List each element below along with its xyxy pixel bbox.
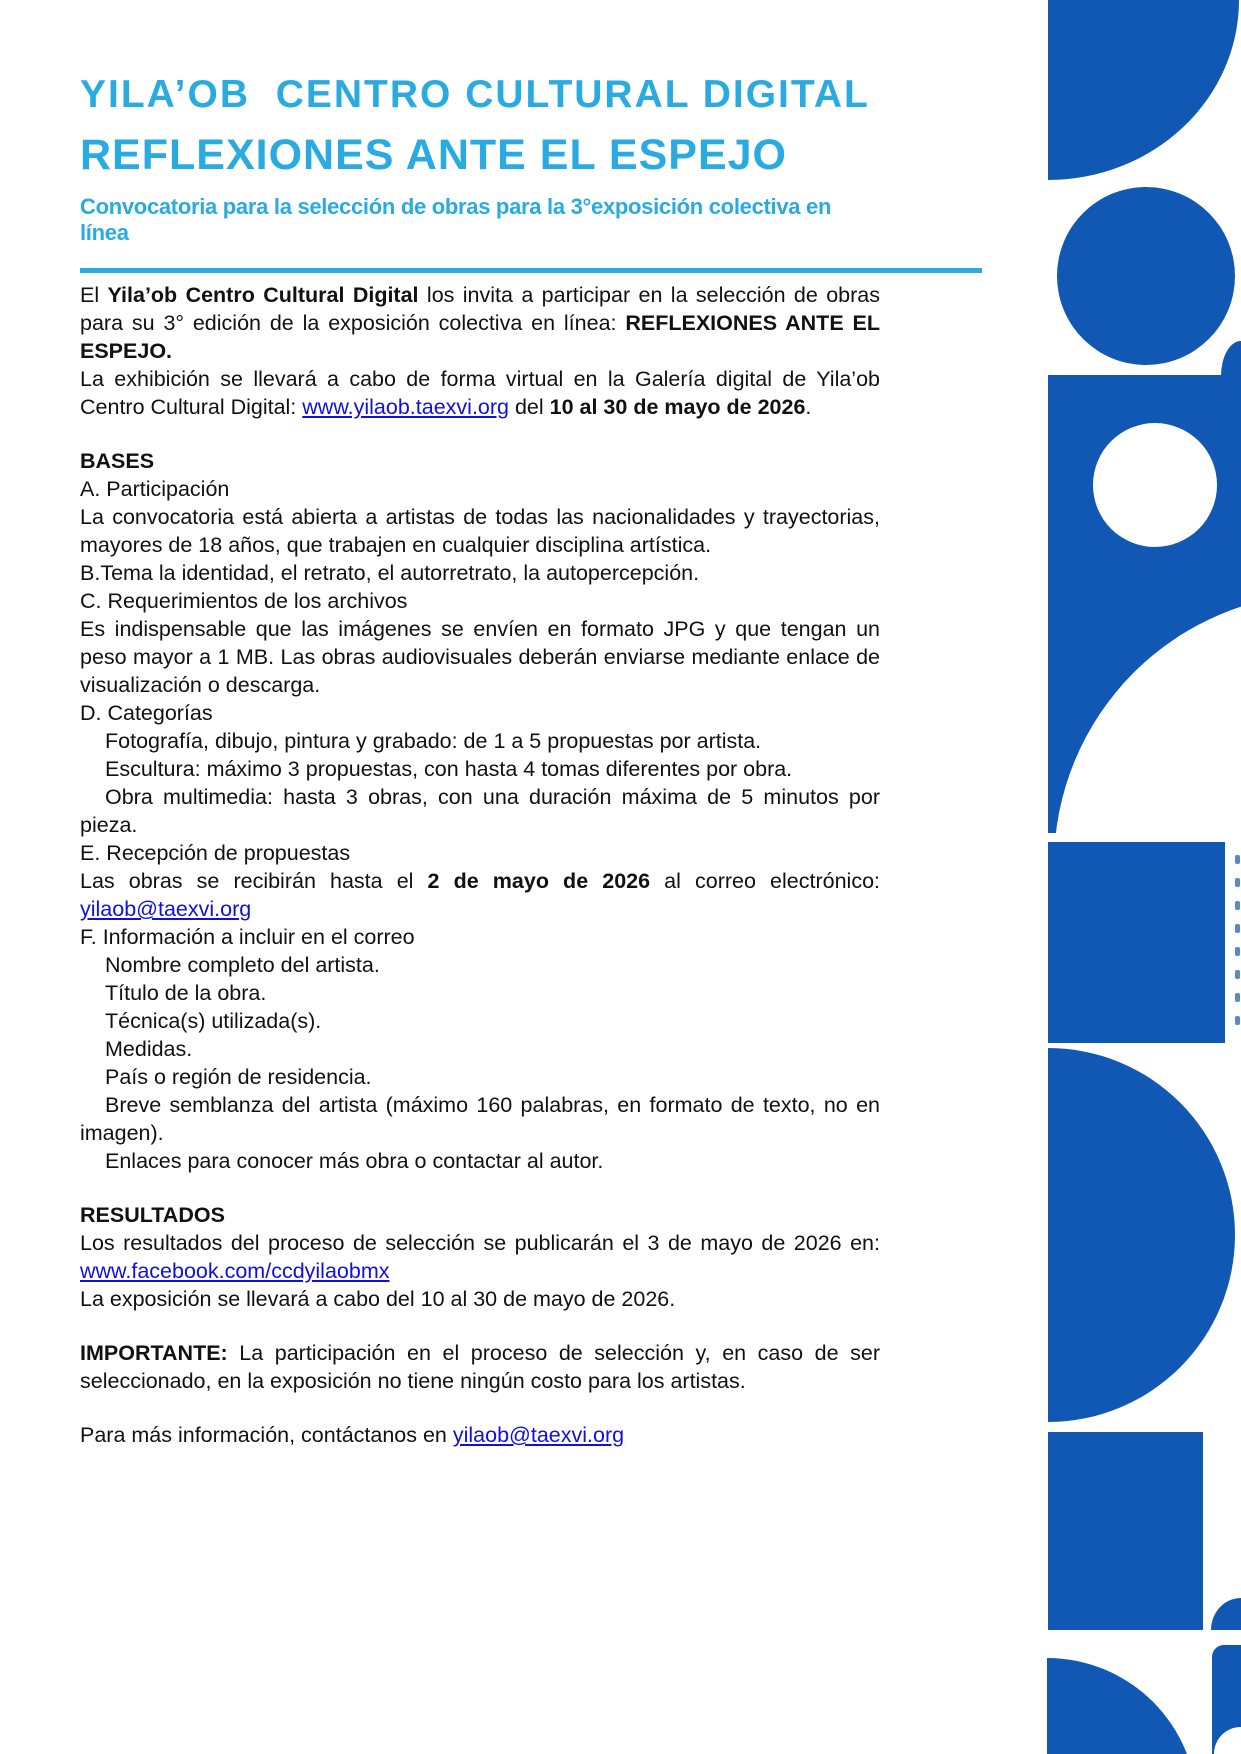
edge-wedge-shape: [1221, 341, 1241, 376]
text: La exposición se llevará a cabo del 10 al 30 de mayo de 2026.: [80, 1287, 676, 1311]
text: Fotografía, dibujo, pintura y grabado: de 1 a 5 propuestas por artista.: [105, 729, 762, 753]
subtitle: Convocatoria para la selección de obras para la 3°exposición colectiva en línea: [80, 194, 832, 245]
text: los invita a participar en la selección de obras para su 3° edición de la exposición colectiva en línea:: [80, 283, 880, 335]
text: La convocatoria está abierta a artistas de todas las nacionalidades y trayectorias, mayores de 18 años, que trabajen en cualquier disciplina artística.: [80, 505, 880, 557]
text: Las obras se recibirán hasta el: [80, 869, 428, 893]
square-shape-lower: [1048, 1432, 1203, 1630]
bold-text: IMPORTANTE:: [80, 1341, 228, 1365]
paragraph: [80, 923, 880, 951]
bold-text: BASES: [80, 449, 155, 473]
document-content: [80, 74, 880, 1449]
paragraph: [80, 867, 880, 923]
paragraph: [80, 727, 880, 755]
text: E. Recepción de propuestas: [80, 841, 351, 865]
circle-hole-shape: [1093, 423, 1217, 547]
exhibition-title: REFLEXIONES ANTE EL ESPEJO: [80, 131, 787, 179]
link[interactable]: www.facebook.com/ccdyilaobmx: [80, 1259, 390, 1283]
square-shape-upper: [1048, 842, 1225, 1043]
paragraph: [80, 979, 880, 1007]
text: F. Información a incluir en el correo: [80, 925, 415, 949]
paragraph: [80, 559, 880, 587]
text: B.Tema la identidad, el retrato, el autorretrato, la autopercepción.: [80, 561, 700, 585]
edge-dash: [1235, 878, 1240, 887]
edge-dash: [1235, 901, 1240, 910]
text: Técnica(s) utilizada(s).: [105, 1009, 322, 1033]
paragraph: [80, 755, 880, 783]
paragraph: [80, 951, 880, 979]
paragraph: [80, 1147, 880, 1175]
link[interactable]: www.yilaob.taexvi.org: [302, 395, 509, 419]
header-divider: [80, 268, 982, 273]
text: D. Categorías: [80, 701, 213, 725]
text: .: [805, 395, 812, 419]
paragraph: [80, 281, 880, 365]
document-body: [80, 281, 880, 1449]
bold-text: REFLEXIONES ANTE EL ESPEJO.: [80, 311, 880, 363]
text: Enlaces para conocer más obra o contactar al autor.: [105, 1149, 604, 1173]
text: Título de la obra.: [105, 981, 267, 1005]
paragraph: [80, 1421, 880, 1449]
edge-dash: [1235, 855, 1240, 864]
paragraph: [80, 1201, 880, 1229]
text: La participación en el proceso de selección y, en caso de ser seleccionado, en la exposición no tiene ningún costo para los artistas.: [80, 1341, 880, 1393]
text: El: [80, 283, 108, 307]
paragraph: [80, 699, 880, 727]
edge-dash: [1235, 947, 1240, 956]
edge-dash: [1235, 970, 1240, 979]
link[interactable]: yilaob@taexvi.org: [452, 1423, 625, 1447]
text: Nombre completo del artista.: [105, 953, 380, 977]
edge-dash: [1235, 993, 1240, 1002]
text: Los resultados del proceso de selección se publicarán el 3 de mayo de 2026 en:: [80, 1231, 880, 1255]
page-title: YILA’OB CENTRO CULTURAL DIGITAL: [80, 73, 870, 116]
text: Escultura: máximo 3 propuestas, con hasta 4 tomas diferentes por obra.: [105, 757, 793, 781]
paragraph: [80, 1063, 880, 1091]
paragraph: [80, 1035, 880, 1063]
circle-shape: [1057, 187, 1235, 365]
text: La exhibición se llevará a cabo de forma virtual en la Galería digital de Yila’ob Centro Cultural Digital:: [80, 367, 880, 419]
bold-text: 10 al 30 de mayo de 2026: [549, 395, 806, 419]
bold-text: 2 de mayo de 2026: [427, 869, 651, 893]
text: C. Requerimientos de los archivos: [80, 589, 408, 613]
paragraph: [80, 1229, 880, 1285]
text: al correo electrónico:: [650, 869, 880, 893]
paragraph: [80, 475, 880, 503]
corner-wedge-shape: [1211, 1598, 1241, 1630]
paragraph: [80, 503, 880, 559]
paragraph: [80, 365, 880, 421]
text: Breve semblanza del artista (máximo 160 palabras, en formato de texto, no en imagen).: [80, 1093, 880, 1145]
link[interactable]: yilaob@taexvi.org: [80, 897, 252, 921]
paragraph: [80, 783, 880, 839]
text: Para más información, contáctanos en: [80, 1423, 453, 1447]
paragraph: [80, 615, 880, 699]
quarter-circle-shape-bottom: [1047, 1658, 1197, 1754]
paragraph: [80, 1007, 880, 1035]
text: País o región de residencia.: [105, 1065, 372, 1089]
paragraph: [80, 447, 880, 475]
edge-dash: [1235, 1016, 1240, 1025]
text: Medidas.: [105, 1037, 193, 1061]
quarter-circle-shape-top: [1048, 0, 1239, 180]
edge-dash: [1235, 924, 1240, 933]
text: Obra multimedia: hasta 3 obras, con una duración máxima de 5 minutos por pieza.: [80, 785, 880, 837]
text: del: [509, 395, 550, 419]
bold-text: Yila’ob Centro Cultural Digital: [107, 283, 419, 307]
paragraph: [80, 1339, 880, 1395]
text: A. Participación: [80, 477, 230, 501]
paragraph: [80, 587, 880, 615]
paragraph: [80, 839, 880, 867]
bold-text: RESULTADOS: [80, 1203, 225, 1227]
paragraph: [80, 1091, 880, 1147]
paragraph: [80, 1285, 880, 1313]
text: Es indispensable que las imágenes se envíen en formato JPG y que tengan un peso mayor a 1 MB. Las obras audiovisuales deberán enviarse mediante enlace de visualización o descarga.: [80, 617, 880, 697]
